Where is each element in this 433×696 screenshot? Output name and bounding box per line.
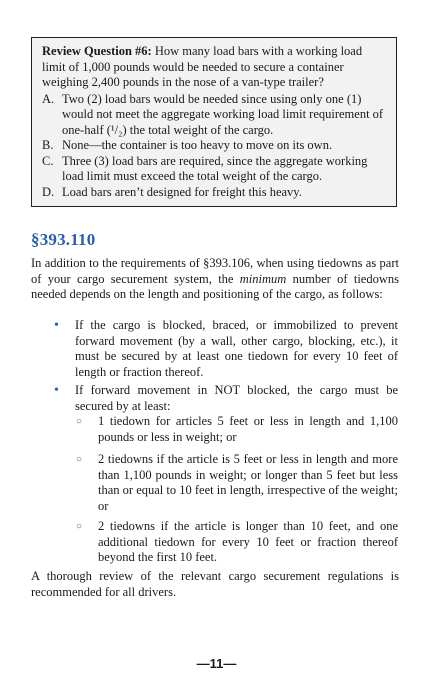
sub-item [76, 452, 398, 514]
sub-item [76, 519, 398, 566]
sub-item-text: 2 tiedowns if the article is 5 feet or less in length and more than 1,100 pounds in weight; or longer than 5 feet but less than or equal to 10 feet in length, irrespective of the weight; or [98, 452, 398, 513]
answer-option-c [42, 154, 388, 185]
page-number: —11— [196, 656, 237, 671]
hollow-circle-icon: ○ [76, 454, 83, 465]
bullet-text: If forward movement in NOT blocked, the cargo must be secured by at least: [75, 383, 398, 413]
intro-paragraph [31, 256, 399, 303]
section-title: §393.110 [31, 230, 96, 249]
intro-text-before: In addition to the requirements of §393.106, when using tiedowns as part of your cargo securement system, the [31, 256, 399, 286]
option-letter: B. [42, 138, 54, 152]
option-letter: D. [42, 184, 55, 199]
answer-option-a [42, 92, 388, 139]
intro-text-after: number of tiedowns needed depends on the length and positioning of the cargo, as follows: [31, 271, 399, 301]
review-question-box [31, 37, 397, 207]
option-text: None—the container is too heavy to move on its own. [62, 138, 333, 152]
review-question-text: How many load bars with a working load limit of 1,000 pounds would be needed to secure a container weighing 2,400 pounds in the nose of a van-type trailer? [42, 44, 363, 89]
option-text: Load bars aren’t designed for freight this heavy. [62, 184, 302, 199]
review-question-heading: Review Question #6: [42, 44, 152, 58]
answer-option-b [42, 138, 388, 154]
hollow-circle-icon: ○ [76, 521, 83, 532]
sub-item-text: 1 tiedown for articles 5 feet or less in length and 1,100 pounds or less in weight; or [98, 414, 398, 444]
option-letter: A. [42, 91, 55, 106]
option-text: Two (2) load bars would be needed since using only one (1) would not meet the aggregate working load limit requirement of one-half (¹/₂) the total weight of the cargo. [62, 91, 384, 137]
outro-paragraph: A thorough review of the relevant cargo securement regulations is recommended for all drivers. [31, 569, 399, 599]
option-text: Three (3) load bars are required, since the aggregate working load limit must exceed the total weight of the cargo. [62, 153, 368, 183]
bullet-dot-icon: • [54, 318, 59, 333]
intro-emphasis: minimum [239, 271, 287, 286]
bullet-dot-icon: • [54, 383, 59, 398]
bullet-list [54, 318, 398, 417]
answer-option-d [42, 185, 388, 201]
bullet-text: If the cargo is blocked, braced, or immobilized to prevent forward movement (by a wall, other cargo, blocking, etc.), it must be secured by at least one tiedown for every 10 feet of length or fraction thereof. [75, 318, 398, 379]
hollow-circle-icon: ○ [76, 416, 83, 427]
bullet-item [54, 383, 398, 414]
sub-item [76, 414, 398, 445]
sub-item-text: 2 tiedowns if the article is longer than 10 feet, and one additional tiedown for every 10 feet or fraction thereof beyond the first 10 feet. [98, 519, 398, 564]
bullet-item [54, 318, 398, 380]
review-question [42, 44, 388, 91]
option-letter: C. [42, 153, 54, 168]
